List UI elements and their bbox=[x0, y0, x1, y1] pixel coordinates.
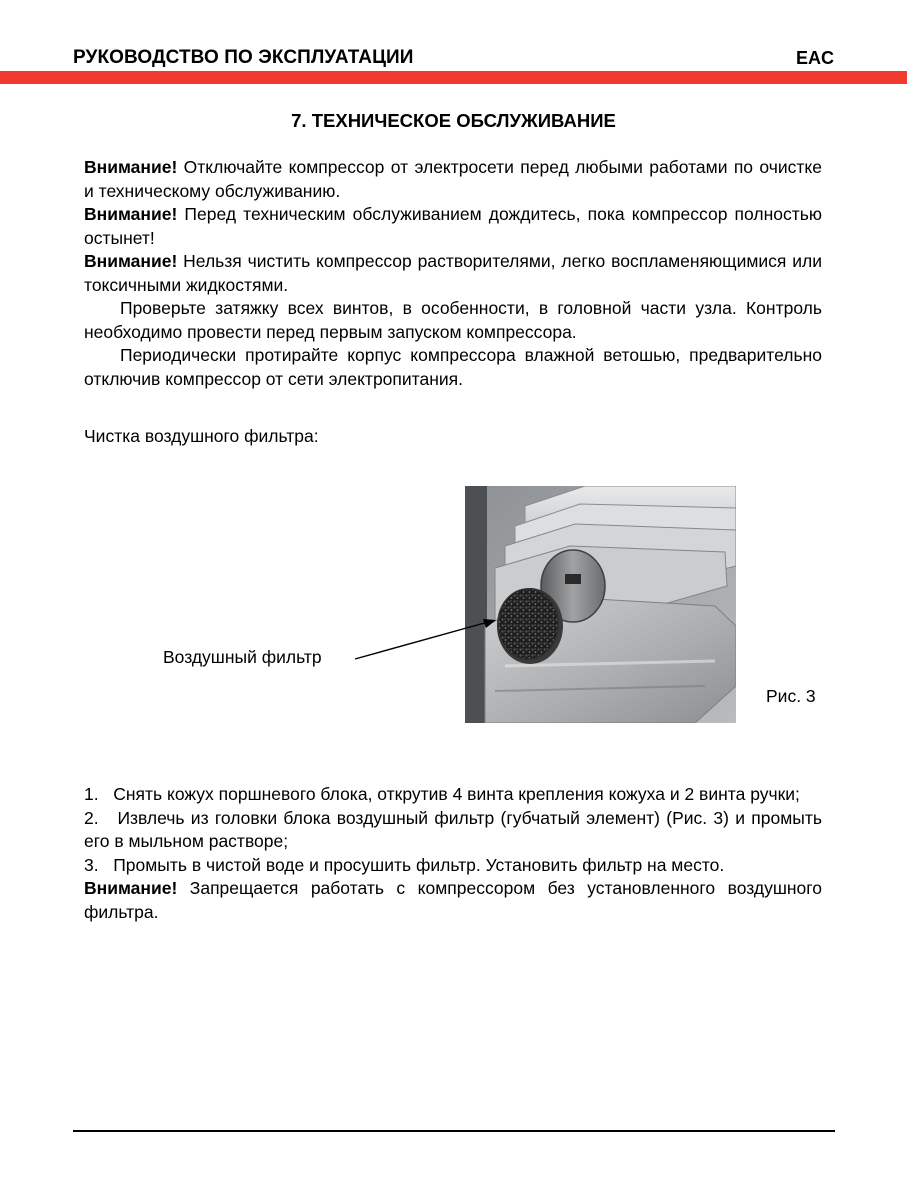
warning-text: Отключайте компрессор от электросети перед любыми работами по очистке и техническому обслуживанию. bbox=[84, 157, 822, 201]
warning-text: Запрещается работать с компрессором без установленного воздушного фильтра. bbox=[84, 878, 822, 922]
warning-label: Внимание! bbox=[84, 157, 178, 177]
air-filter-photo bbox=[465, 486, 736, 723]
step-number: 2. bbox=[84, 807, 99, 828]
intro-text bbox=[84, 156, 822, 391]
document-header-title: РУКОВОДСТВО ПО ЭКСПЛУАТАЦИИ bbox=[73, 47, 414, 68]
warning-paragraph bbox=[84, 250, 822, 297]
warning-label: Внимание! bbox=[84, 251, 178, 271]
callout-arrow bbox=[350, 610, 500, 670]
step-text: Извлечь из головки блока воздушный фильтр (губчатый элемент) (Рис. 3) и промыть его в мыльном растворе; bbox=[84, 807, 822, 851]
body-paragraph: Проверьте затяжку всех винтов, в особенности, в головной части узла. Контроль необходимо провести перед первым запуском компрессора. bbox=[84, 298, 822, 342]
final-warning bbox=[84, 877, 822, 924]
step-text: Промыть в чистой воде и просушить фильтр. Установить фильтр на место. bbox=[113, 854, 725, 875]
warning-text: Перед техническим обслуживанием дождитесь, пока компрессор полностью остынет! bbox=[84, 204, 822, 248]
warning-paragraph bbox=[84, 156, 822, 203]
header-red-bar bbox=[0, 71, 907, 84]
warning-paragraph bbox=[84, 203, 822, 250]
eac-mark: EAC bbox=[795, 48, 834, 68]
footer-rule bbox=[73, 1130, 835, 1132]
step-number: 3. bbox=[84, 854, 99, 875]
filter-cleaning-heading: Чистка воздушного фильтра: bbox=[84, 426, 319, 446]
section-title: 7. ТЕХНИЧЕСКОЕ ОБСЛУЖИВАНИЕ bbox=[291, 110, 616, 131]
step-item bbox=[84, 854, 822, 878]
figure-caption: Рис. 3 bbox=[766, 686, 816, 706]
step-number: 1. bbox=[84, 784, 99, 804]
callout-label-air-filter: Воздушный фильтр bbox=[163, 647, 322, 667]
cleaning-steps bbox=[84, 783, 822, 924]
step-text: Снять кожух поршневого блока, открутив 4 винта крепления кожуха и 2 винта ручки; bbox=[113, 784, 800, 804]
step-item bbox=[84, 783, 822, 807]
step-item bbox=[84, 807, 822, 854]
warning-label: Внимание! bbox=[84, 878, 178, 898]
warning-text: Нельзя чистить компрессор растворителями, легко воспламеняющимися или токсичными жидкостями. bbox=[84, 251, 822, 295]
body-paragraph: Периодически протирайте корпус компрессора влажной ветошью, предварительно отключив компрессор от сети электропитания. bbox=[84, 345, 822, 389]
warning-label: Внимание! bbox=[84, 204, 178, 224]
